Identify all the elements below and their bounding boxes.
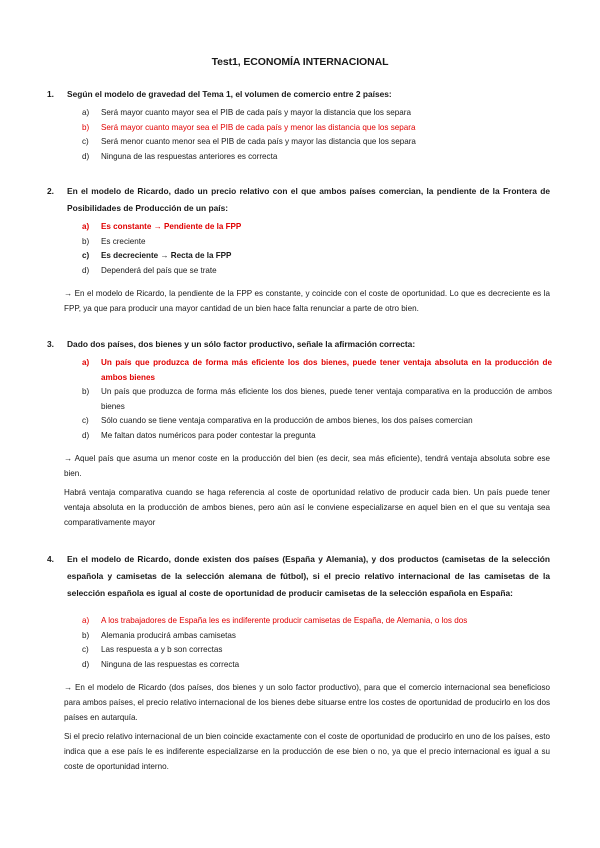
question-3-options <box>82 356 552 444</box>
option-b-correct <box>82 121 552 136</box>
explanation-paragraph: → En el modelo de Ricardo (dos países, dos bienes y un solo factor productivo), para que el comercio internacional sea beneficioso para ambos países, el precio relativo internacional de los bienes debe situarse entre los costes de oportunidad de producirlo en los dos países en autarquía. <box>64 683 550 723</box>
option-letter: b) <box>82 236 90 246</box>
option-text: Ninguna de las respuestas anteriores es correcta <box>101 151 278 161</box>
option-b <box>82 629 552 644</box>
option-c <box>82 249 552 264</box>
option-text: Será mayor cuanto mayor sea el PIB de cada país y menor las distancia que los separa <box>101 122 416 132</box>
option-letter: b) <box>82 122 90 132</box>
option-c <box>82 643 552 658</box>
question-number: 1. <box>47 89 54 99</box>
option-letter: b) <box>82 630 90 640</box>
option-letter: d) <box>82 659 90 669</box>
option-c <box>82 135 552 150</box>
explanation-paragraph: Habrá ventaja comparativa cuando se haga referencia al coste de oportunidad relativo de producir cada bien. Un país puede tener ventaja absoluta en la producción de ambos bienes, pero aún así le conviene especializarse en aquel bien en el que su ventaja sea comparativamente mayor <box>64 488 550 528</box>
question-text: En el modelo de Ricardo, donde existen dos países (España y Alemania), y dos productos (camisetas de la selección española y camisetas de la selección alemana de fútbol), si el precio relativo internacional de las camisetas de la selección española es igual al coste de oportunidad de producir camisetas de la selección española en España: <box>67 554 550 598</box>
option-text: Ninguna de las respuestas es correcta <box>101 659 240 669</box>
option-b <box>82 235 552 250</box>
question-3 <box>47 336 550 353</box>
option-d <box>82 264 552 279</box>
option-a-correct <box>82 614 552 629</box>
option-letter: d) <box>82 151 90 161</box>
option-text: Un país que produzca de forma más eficiente los dos bienes, puede tener ventaja comparativa en la producción de ambos bienes <box>101 387 552 411</box>
option-letter: c) <box>82 416 89 426</box>
question-number: 3. <box>47 339 54 349</box>
option-text: Dependerá del país que se trate <box>101 265 217 275</box>
option-letter: a) <box>82 616 90 625</box>
explanation-paragraph: → Aquel país que asuma un menor coste en la producción del bien (es decir, sea más eficiente), tendrá ventaja absoluta sobre ese bien. <box>64 454 550 479</box>
option-a-correct <box>82 220 552 235</box>
option-letter: d) <box>82 430 90 440</box>
option-letter: a) <box>82 222 90 231</box>
option-d <box>82 658 552 673</box>
option-text: Me faltan datos numéricos para poder contestar la pregunta <box>101 430 316 440</box>
option-d <box>82 150 552 165</box>
question-text: Dado dos países, dos bienes y un sólo factor productivo, señale la afirmación correcta: <box>67 339 416 349</box>
question-number: 2. <box>47 186 54 196</box>
question-text: En el modelo de Ricardo, dado un precio relativo con el que ambos países comercian, la pendiente de la Frontera de Posibilidades de Producción de un país: <box>67 186 550 213</box>
option-a-correct <box>82 356 552 385</box>
question-2-options <box>82 220 552 278</box>
option-letter: c) <box>82 645 89 655</box>
option-letter: d) <box>82 265 90 275</box>
question-1-options <box>82 106 552 164</box>
option-letter: a) <box>82 108 90 117</box>
question-2 <box>47 183 550 217</box>
option-letter: b) <box>82 387 90 397</box>
question-4 <box>47 551 550 602</box>
question-1 <box>47 86 550 103</box>
option-b <box>82 385 552 414</box>
option-text: Alemania producirá ambas camisetas <box>101 630 236 640</box>
explanation-paragraph: → En el modelo de Ricardo, la pendiente de la FPP es constante, y coincide con el coste de oportunidad. Lo que es decreciente es la FPP, ya que para producir una mayor cantidad de un bien hace falta renunciar a parte de otro bien. <box>64 289 550 314</box>
option-text: Es constante → Pendiente de la FPP <box>101 222 242 231</box>
option-text: Sólo cuando se tiene ventaja comparativa en la producción de ambos bienes, los dos países comercian <box>101 416 473 426</box>
option-a <box>82 106 552 121</box>
option-text: Será mayor cuanto mayor sea el PIB de cada país y mayor la distancia que los separa <box>101 108 411 117</box>
option-letter: a) <box>82 358 90 367</box>
option-letter: c) <box>82 137 89 147</box>
option-c <box>82 414 552 429</box>
document-title: Test1, ECONOMÍA INTERNACIONAL <box>211 56 389 68</box>
option-text: Las respuesta a y b son correctas <box>101 645 223 655</box>
option-d <box>82 429 552 444</box>
question-text: Según el modelo de gravedad del Tema 1, el volumen de comercio entre 2 países: <box>67 89 392 99</box>
option-text: Un país que produzca de forma más eficiente los dos bienes, puede tener ventaja absoluta en la producción de ambos bienes <box>101 358 552 382</box>
explanation-paragraph: Si el precio relativo internacional de un bien coincide exactamente con el coste de oportunidad de producirlo en uno de los países, esto indica que a ese país le es indiferente especializarse en la producción de ese bien o no, ya que el precio internacional es igual a su coste de oportunidad interno. <box>64 732 550 772</box>
option-text: Será menor cuanto menor sea el PIB de cada país y mayor las distancia que los separa <box>101 137 416 147</box>
question-4-options <box>82 614 552 672</box>
option-text: A los trabajadores de España les es indiferente producir camisetas de España, de Alemania, o los dos <box>101 616 468 625</box>
option-letter: c) <box>82 251 90 261</box>
question-number: 4. <box>47 554 54 564</box>
option-text: Es creciente <box>101 236 146 246</box>
option-text: Es decreciente → Recta de la FPP <box>101 251 232 261</box>
